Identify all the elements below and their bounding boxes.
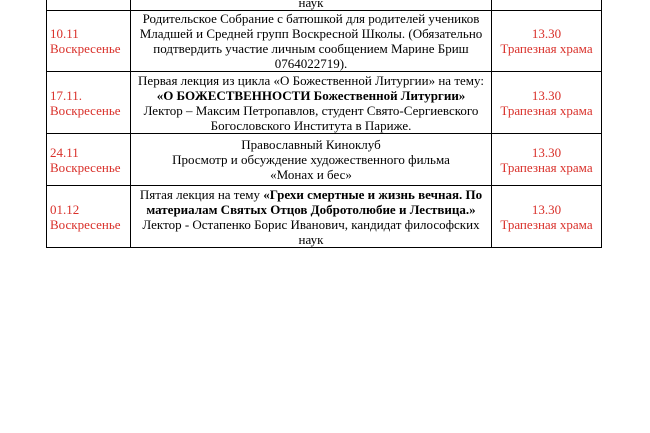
table-row xyxy=(47,134,602,186)
description-line: 0764022719). xyxy=(274,56,348,71)
date-cell xyxy=(47,186,131,248)
description-line: наук xyxy=(298,231,324,247)
event-time: 13.30 xyxy=(531,26,562,41)
lecture-title-part-2: материалам Святых Отцов Добротолюбие и Лествица.» xyxy=(146,201,476,217)
description-line: Просмотр и обсуждение художественного фильма xyxy=(172,152,450,167)
time-cell xyxy=(492,134,602,186)
description-line: наук xyxy=(298,0,324,10)
time-cell xyxy=(492,72,602,134)
time-cell xyxy=(492,0,602,11)
event-time: 13.30 xyxy=(531,87,562,103)
description-line: Православный Киноклуб xyxy=(241,137,381,152)
event-date: 01.12 xyxy=(50,201,80,217)
event-date: 17.11. xyxy=(50,87,83,103)
event-weekday: Воскресенье xyxy=(50,102,121,118)
description-cell xyxy=(131,11,492,72)
event-place: Трапезная храма xyxy=(500,102,593,118)
time-cell xyxy=(492,186,602,248)
description-line: Лектор - Остапенко Борис Иванович, кандидат философских xyxy=(142,216,480,232)
description-intro: Пятая лекция на тему xyxy=(139,186,260,202)
description-line: Младшей и Средней групп Воскресной Школы. (Обязательно xyxy=(139,26,483,41)
date-cell xyxy=(47,0,131,11)
event-time: 13.30 xyxy=(531,144,562,160)
lecture-title-part-1: «Грехи смертные и жизнь вечная. По xyxy=(263,186,483,202)
table-row xyxy=(47,11,602,72)
description-cell xyxy=(131,186,492,248)
event-place: Трапезная храма xyxy=(500,216,593,232)
description-line: «Монах и бес» xyxy=(270,167,352,182)
table-row xyxy=(47,186,602,248)
date-cell xyxy=(47,11,131,72)
description-cell xyxy=(131,0,492,11)
description-line: Лектор – Максим Петропавлов, студент Свято-Сергиевского xyxy=(143,102,479,118)
date-cell xyxy=(47,72,131,134)
time-cell xyxy=(492,11,602,72)
event-weekday: Воскресенье xyxy=(50,41,121,56)
table-row xyxy=(47,72,602,134)
description-cell xyxy=(131,72,492,134)
event-weekday: Воскресенье xyxy=(50,159,121,175)
description-cell xyxy=(131,134,492,186)
event-date: 24.11 xyxy=(50,144,79,160)
description-line: подтвердить участие личным сообщением Марине Бриш xyxy=(153,41,469,56)
event-weekday: Воскресенье xyxy=(50,216,121,232)
event-place: Трапезная храма xyxy=(500,41,593,56)
date-cell xyxy=(47,134,131,186)
description-intro-line xyxy=(134,187,488,202)
description-line: Родительское Собрание с батюшкой для родителей учеников xyxy=(142,11,480,26)
description-intro: Первая лекция из цикла «О Божественной Литургии» на тему: xyxy=(138,72,484,88)
table-row xyxy=(47,0,602,11)
event-date: 10.11 xyxy=(50,26,79,41)
event-time: 13.30 xyxy=(531,201,562,217)
schedule-table xyxy=(46,0,602,248)
event-place: Трапезная храма xyxy=(500,159,593,175)
description-line: Богословского Института в Париже. xyxy=(210,117,412,133)
lecture-title: «О БОЖЕСТВЕННОСТИ Божественной Литургии» xyxy=(156,87,466,103)
